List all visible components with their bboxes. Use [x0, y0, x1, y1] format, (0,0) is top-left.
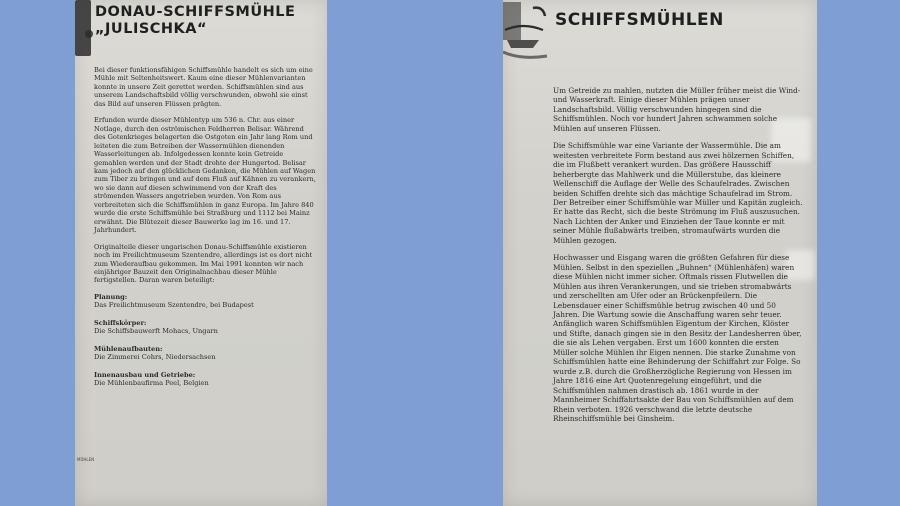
credit-label: Innenausbau und Getriebe:	[94, 370, 196, 379]
sign-body-right	[553, 86, 803, 431]
credit-label: Schiffskörper:	[94, 318, 147, 327]
credit-schiffskoerper	[94, 319, 316, 336]
brush-stroke-decoration	[75, 0, 91, 56]
credit-innenausbau	[94, 371, 316, 388]
paragraph: Hochwasser und Eisgang waren die größten Gefahren für diese Mühlen. Selbst in den speziellen „Buhnen“ (Mühlenhäfen) waren diese Mühlen nicht immer sicher. Oftmals rissen Flutwellen die Mühlen aus ihren Verankerungen, und sie trieben stromabwärts und zerschellten am Ufer oder an Brückenpfeilern. Die Lebensdauer einer Schiffsmühle betrug zwischen 40 und 50 Jahren. Die Wartung sowie die Anschaffung waren sehr teuer. Anfänglich waren Schiffsmühlen Eigentum der Kirchen, Klöster und Stifte, danach gingen sie in den Besitz der Landesherren über, die sie als Lehen vergaben. Erst um 1600 konnten die ersten Müller solche Mühlen ihr Eigen nennen. Die starke Zunahme von Schiffsmühlen hatte eine Behinderung der Schiffahrt zur Folge. So wurde z.B. durch die Großherzögliche Regierung von Hessen im Jahre 1816 eine Art Quotenregelung eingeführt, und die Schiffsmühlen nahmen drastisch ab. 1861 wurde in der Mannheimer Schiffahrtsakte der Bau von Schiffsmühlen auf dem Rhein verboten. 1926 verschwand die letzte deutsche Rheinschiffsmühle bei Ginsheim.	[553, 253, 802, 423]
title-line-1: DONAU-SCHIFFSMÜHLE	[95, 4, 296, 20]
credit-planung	[94, 293, 316, 310]
credit-label: Mühlenaufbauten:	[94, 344, 163, 353]
credit-value: Die Zimmerei Cohrs, Niedersachsen	[94, 353, 216, 362]
credit-label: Planung:	[94, 292, 128, 301]
title-line-2: „JULISCHKA“	[95, 21, 208, 37]
mill-boat-icon	[503, 0, 549, 62]
sign-body-left	[94, 66, 316, 397]
footmark: MÜHLEN	[77, 457, 95, 462]
sign-title-left	[95, 4, 295, 38]
paragraph: Die Schiffsmühle war eine Variante der Wassermühle. Die am weitesten verbreitete Form bestand aus zwei hölzernen Schiffen, die im Flußbett verankert wurden. Das größere Hausschiff beherbergte das Mahlwerk und die Müllerstube, das kleinere Wellenschiff die Auflage der Welle des Schaufelrades. Zwischen beiden Schiffen drehte sich das mächtige Schaufelrad im Strom. Der Betreiber einer Schiffsmühle war Müller und Kapitän zugleich. Er hatte das Recht, sich die beste Strömung im Fluß auszusuchen. Nach Lichten der Anker und Einziehen der Taue konnte er mit seiner Mühle flußabwärts treiben, stromaufwärts wurden die Mühlen gezogen.	[553, 141, 803, 245]
paragraph: Erfunden wurde dieser Mühlentyp um 536 n. Chr. aus einer Notlage, durch den oströmischen Feldherren Belisar. Während des Gotenkrieges belagerten die Ostgoten ein Jahr lang Rom und leiteten die zum Betreiben der Wassermühlen dienenden Wasserleitungen ab. Infolgedessen konnte kein Getreide gemahlen werden und der Stadt drohte der Hungertod. Belisar kam jedoch auf den glücklichen Gedanken, die Mühlen auf Wagen zum Tiber zu bringen und auf dem Fluß auf Kähnen zu verankern, wo sie dann auf diesen schwimmend von der Kraft des strömenden Wassers angetrieben wurden. Von Rom aus verbreiteten sich die Schiffsmühlen in ganz Europa. Im Jahre 840 wurde die erste Schiffsmühle bei Straßburg und 1112 bei Mainz erwähnt. Die Blütezeit dieser Bauwerke lag im 16. und 17. Jahrhundert.	[94, 116, 316, 235]
credit-value: Die Schiffsbauwerft Mohacs, Ungarn	[94, 327, 218, 336]
credit-muehlenaufbauten	[94, 345, 316, 362]
sign-panel-right	[503, 0, 817, 506]
paragraph: Um Getreide zu mahlen, nutzten die Müller früher meist die Wind- und Wasserkraft. Einige dieser Mühlen prägen unser Landschaftsbild. Völlig verschwunden hingegen sind die Schiffsmühlen. Noch vor hundert Jahren schwammen solche Mühlen auf unseren Flüssen.	[553, 86, 801, 133]
credit-value: Das Freilichtmuseum Szentendre, bei Budapest	[94, 301, 254, 310]
brush-stroke-decoration	[85, 30, 93, 38]
sign-panel-left	[75, 0, 327, 506]
sign-title-right: SCHIFFSMÜHLEN	[555, 10, 724, 30]
paragraph: Bei dieser funktionsfähigen Schiffsmühle handelt es sich um eine Mühle mit Seltenheitswert. Kaum eine dieser Mühlenvarianten konnte in unsere Zeit gerettet werden. Schiffsmühlen sind aus unserem Landschaftsbild völlig verschwunden, obwohl sie einst das Bild auf unseren Flüssen prägten.	[94, 66, 313, 108]
credit-value: Die Mühlenbaufirma Peel, Belgien	[94, 379, 209, 388]
paragraph: Originalteile dieser ungarischen Donau-Schiffsmühle existieren noch im Freilichtmuseum Szentendre, allerdings ist es dort nicht zum Wiederaufbau gekommen. Im Mai 1991 konnten wir nach einjähriger Bauzeit den Originalnachbau dieser Mühle fertigstellen. Daran waren beteiligt:	[94, 242, 313, 285]
